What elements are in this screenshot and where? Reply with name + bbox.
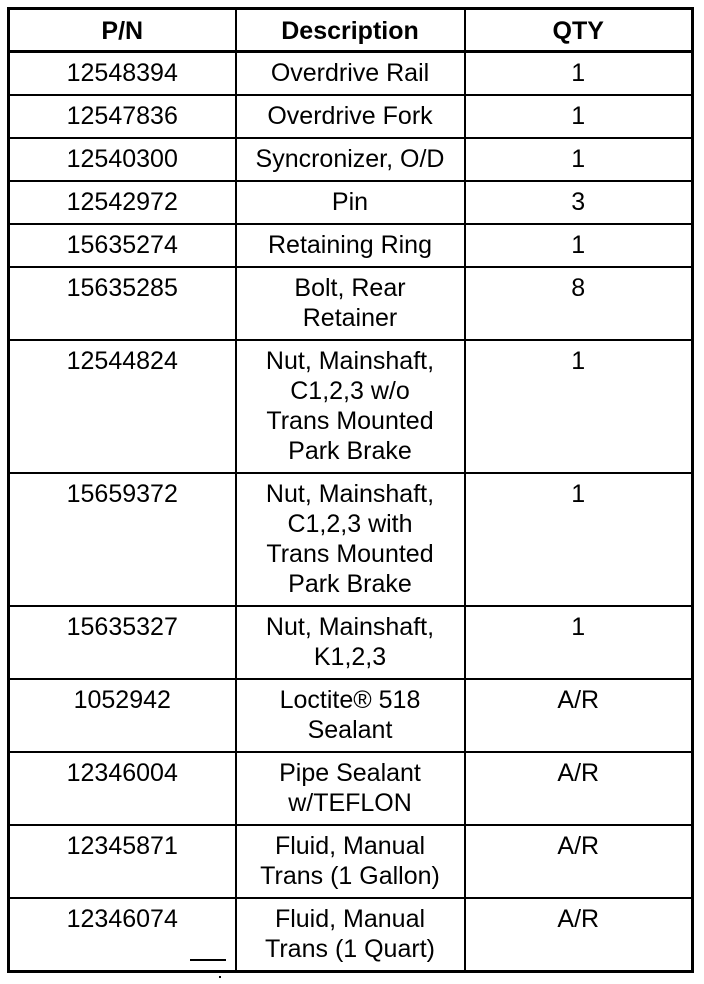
table-row [9,679,693,752]
table-row [9,267,693,340]
description-line: C1,2,3 w/o [290,377,410,405]
description-line: Trans Mounted [266,540,434,568]
table-row [9,52,693,96]
quantity-cell: A/R [465,825,693,898]
table-body [9,52,693,972]
quantity-cell: 1 [465,52,693,96]
quantity-cell: A/R [465,898,693,972]
description-line: Nut, Mainshaft, [265,347,435,375]
description-line: C1,2,3 with [287,510,413,538]
table-row [9,825,693,898]
part-number-cell: 12544824 [9,340,236,473]
description-line: Pipe Sealant [279,759,421,787]
description-cell [236,95,465,138]
description-line: w/TEFLON [288,789,412,817]
part-number-cell: 15635327 [9,606,236,679]
part-number-cell: 15635285 [9,267,236,340]
part-number-cell: 12548394 [9,52,236,96]
table-row [9,606,693,679]
description-line: Pin [331,188,369,216]
table-row [9,181,693,224]
header-pn: P/N [9,9,236,52]
description-line: Bolt, Rear [294,274,406,302]
table-row [9,898,693,972]
description-cell [236,606,465,679]
part-number-cell: 15635274 [9,224,236,267]
description-line: Fluid, Manual [274,832,426,860]
description-cell [236,181,465,224]
description-line: Retainer [302,304,398,332]
part-number-cell: 1052942 [9,679,236,752]
scan-artifact-dot [219,976,221,978]
description-cell [236,224,465,267]
part-number-cell: 12345871 [9,825,236,898]
header-description: Description [236,9,465,52]
description-line: Nut, Mainshaft, [265,480,435,508]
quantity-cell: A/R [465,679,693,752]
part-number-cell: 12540300 [9,138,236,181]
description-line: Nut, Mainshaft, [265,613,435,641]
table-header-row [9,9,693,52]
table-row [9,224,693,267]
description-line: Overdrive Rail [270,59,430,87]
description-cell [236,679,465,752]
description-cell [236,473,465,606]
table-row [9,752,693,825]
description-line: Park Brake [288,437,412,465]
description-line: K1,2,3 [313,643,387,671]
part-number-cell: 12542972 [9,181,236,224]
description-cell [236,340,465,473]
table-row [9,473,693,606]
description-line: Overdrive Fork [267,102,433,130]
quantity-cell: 1 [465,224,693,267]
description-line: Sealant [307,716,393,744]
description-line: Trans (1 Quart) [265,935,435,963]
part-number-cell: 12547836 [9,95,236,138]
table-row [9,340,693,473]
quantity-cell: A/R [465,752,693,825]
scan-artifact-line [190,959,226,961]
description-line: Loctite® 518 [279,686,421,714]
description-cell [236,138,465,181]
description-line: Park Brake [288,570,412,598]
quantity-cell: 1 [465,138,693,181]
description-line: Fluid, Manual [274,905,426,933]
description-line: Syncronizer, O/D [255,145,445,173]
part-number-cell: 12346004 [9,752,236,825]
header-qty: QTY [465,9,693,52]
description-line: Trans (1 Gallon) [260,862,440,890]
parts-table [7,7,694,973]
table-row [9,95,693,138]
description-cell [236,825,465,898]
quantity-cell: 1 [465,340,693,473]
description-cell [236,267,465,340]
table-row [9,138,693,181]
quantity-cell: 3 [465,181,693,224]
description-line: Retaining Ring [268,231,432,259]
part-number-cell: 12346074 [9,898,236,972]
quantity-cell: 1 [465,95,693,138]
description-cell [236,52,465,96]
description-cell [236,752,465,825]
quantity-cell: 1 [465,606,693,679]
part-number-cell: 15659372 [9,473,236,606]
quantity-cell: 1 [465,473,693,606]
quantity-cell: 8 [465,267,693,340]
description-line: Trans Mounted [266,407,434,435]
description-cell [236,898,465,972]
